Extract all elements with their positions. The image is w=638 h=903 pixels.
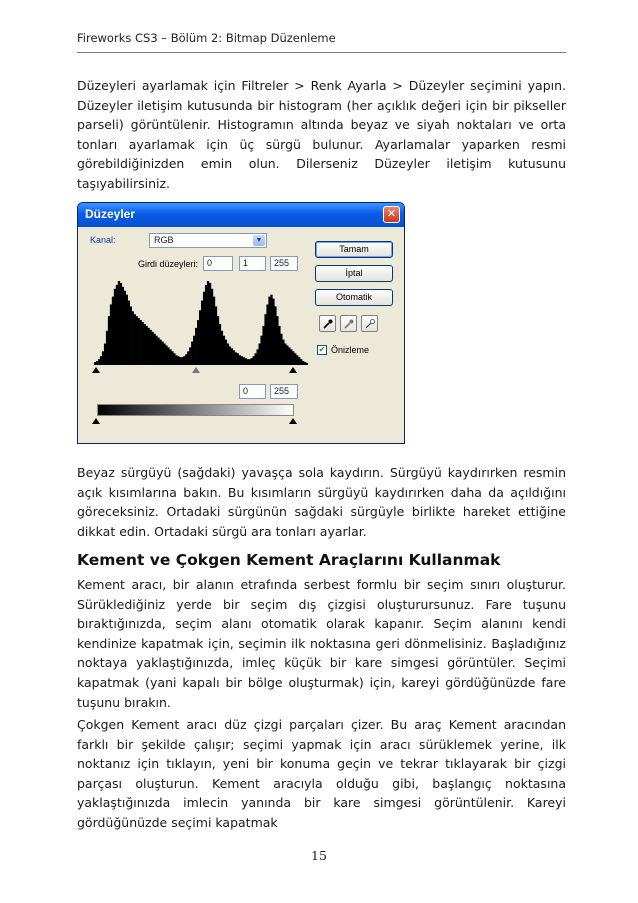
histogram-bar — [253, 356, 255, 365]
histogram-bar — [153, 334, 155, 365]
check-icon: ✔ — [318, 345, 326, 354]
histogram-bar — [286, 345, 288, 365]
histogram-bar — [203, 292, 205, 365]
histogram-bar — [243, 357, 245, 365]
chevron-down-icon[interactable]: ▼ — [253, 235, 265, 246]
histogram-bar — [104, 344, 106, 365]
histogram-bar — [189, 347, 191, 365]
histogram-bar — [207, 281, 209, 365]
paragraph-white-slider: Beyaz sürgüyü (sağdaki) yavaşça sola kaydırın. Sürgüyü kaydırırken resmin açık kısımlarına bakın. Bu kısımların sürgüyü kaydırırken daha da açıldığını göreceksiniz. Ortadaki sürgünün sağdaki sürgüyle birlikte hareket ettiğine dikkat edin. Ortadaki sürgü ara tonları ayarlar. — [77, 465, 566, 539]
input-black-slider[interactable] — [92, 367, 100, 373]
histogram-bar — [173, 353, 175, 365]
histogram-bar — [130, 306, 132, 365]
histogram-bar — [98, 359, 100, 365]
histogram-bar — [126, 295, 128, 365]
histogram-bar — [296, 355, 298, 365]
histogram-bar — [118, 281, 120, 365]
input-gray-slider[interactable] — [192, 367, 200, 373]
histogram-bar — [260, 336, 262, 365]
histogram-bar — [292, 351, 294, 365]
histogram-bar — [185, 354, 187, 365]
dialog-title: Düzeyler — [85, 207, 136, 221]
histogram-bar — [201, 301, 203, 365]
histogram-bar — [116, 285, 118, 365]
section-heading: Kement ve Çokgen Kement Araçlarını Kullanmak — [77, 551, 501, 569]
input-level-white-field[interactable]: 255 — [270, 256, 298, 271]
histogram-bar — [175, 355, 177, 365]
histogram-bar — [128, 301, 130, 365]
histogram-bar — [302, 361, 304, 365]
histogram-bar — [306, 363, 308, 365]
gray-point-eyedropper-icon — [343, 318, 355, 330]
dialog-titlebar[interactable] — [78, 203, 404, 227]
histogram-bar — [140, 320, 142, 365]
auto-button[interactable]: Otomatik — [315, 289, 393, 306]
histogram-bar — [223, 336, 225, 365]
histogram-bar — [264, 314, 266, 365]
histogram-bar — [280, 334, 282, 365]
histogram-bar — [112, 297, 114, 365]
channel-select-value: RGB — [154, 235, 174, 245]
histogram-bar — [159, 340, 161, 365]
histogram-bar — [155, 336, 157, 365]
histogram-bar — [134, 314, 136, 365]
histogram-bar — [231, 348, 233, 365]
histogram-bar — [219, 324, 221, 365]
histogram-bar — [237, 353, 239, 365]
histogram-bar — [102, 351, 104, 365]
histogram-bar — [122, 287, 124, 365]
histogram-bar — [298, 357, 300, 365]
histogram-bar — [181, 357, 183, 365]
histogram-bar — [288, 347, 290, 365]
header-divider — [77, 52, 566, 53]
histogram-bar — [177, 356, 179, 365]
histogram-bar — [144, 324, 146, 365]
histogram-bar — [294, 353, 296, 365]
histogram-bar — [161, 342, 163, 365]
histogram-bar — [290, 349, 292, 365]
histogram-bar — [209, 283, 211, 365]
histogram-bar — [211, 289, 213, 365]
histogram-bar — [120, 283, 122, 365]
output-gradient-bar — [97, 404, 294, 416]
histogram-bar — [132, 311, 134, 365]
histogram-bar — [199, 310, 201, 365]
histogram-bar — [108, 316, 110, 365]
histogram-bar — [245, 358, 247, 365]
histogram-bar — [191, 342, 193, 365]
histogram-bar — [249, 359, 251, 365]
histogram-bar — [235, 352, 237, 365]
preview-label: Önizleme — [331, 345, 370, 355]
histogram-bar — [241, 356, 243, 365]
histogram-bar — [217, 316, 219, 365]
close-button[interactable] — [383, 206, 400, 223]
ok-button[interactable]: Tamam — [315, 241, 393, 258]
histogram-bar — [136, 316, 138, 365]
histogram-bar — [262, 326, 264, 365]
histogram-bar — [247, 359, 249, 365]
histogram-bar — [284, 344, 286, 365]
histogram-bar — [100, 356, 102, 365]
histogram-bar — [163, 344, 165, 365]
histogram-bar — [110, 304, 112, 365]
histogram — [94, 277, 308, 365]
histogram-bar — [255, 353, 257, 365]
paragraph-levels-intro: Düzeyleri ayarlamak için Filtreler > Renk Ayarla > Düzeyler seçimini yapın. Düzeyler iletişim kutusunda bir histogram (her açıklık değeri için bir pikseller parseli) görüntülenir. Histogramın altında beyaz ve siyah noktaları ve orta tonları ayarlamak için üç sürgü bulunur. Ayarlamalar yaparken resmi görebildiğinizden emin olun. Dilerseniz Düzeyler iletişim kutusunu taşıyabilirsiniz. — [77, 78, 566, 191]
histogram-bar — [233, 350, 235, 365]
histogram-bar — [304, 362, 306, 365]
histogram-bar — [179, 357, 181, 365]
histogram-bar — [165, 345, 167, 365]
output-level-black-field[interactable]: 0 — [239, 384, 266, 399]
output-white-slider[interactable] — [289, 418, 297, 424]
white-eyedropper-button[interactable] — [361, 315, 378, 332]
histogram-bar — [124, 291, 126, 365]
histogram-bar — [274, 306, 276, 365]
histogram-bar — [94, 362, 96, 365]
histogram-bar — [229, 346, 231, 365]
histogram-bar — [221, 331, 223, 365]
histogram-bar — [282, 340, 284, 365]
preview-checkbox[interactable] — [317, 345, 327, 355]
histogram-bar — [215, 306, 217, 365]
input-level-gamma-field[interactable]: 1 — [239, 256, 266, 271]
histogram-bar — [96, 361, 98, 365]
histogram-bar — [169, 349, 171, 365]
histogram-bar — [183, 356, 185, 365]
channel-label: Kanal: — [90, 235, 116, 245]
histogram-bar — [258, 344, 260, 365]
histogram-bar — [272, 299, 274, 365]
histogram-bar — [148, 328, 150, 365]
histogram-bar — [213, 297, 215, 365]
histogram-bar — [106, 331, 108, 365]
paragraph-lasso-tool: Kement aracı, bir alanın etrafında serbest formlu bir seçim sınırı oluşturur. Sürüklediğiniz yerde bir seçim dış çizgisi oluşturursunuz. Fare tuşunu bıraktığınızda, seçim alanı otomatik olarak kapanır. Seçim alanını kendi kendinize kapatmak için, seçimin ilk noktasına geri dönmelisiniz. Başladığınız noktaya yaklaştığınızda, imleç küçük bir kare simgesi görüntüler. Seçimi kapatmak (yani kapalı bir bölge oluşturmak) için, kareyi gördüğünüzde fare tuşunu bırakın. — [77, 577, 566, 710]
histogram-bar — [149, 330, 151, 365]
histogram-bar — [171, 351, 173, 365]
levels-dialog — [77, 202, 405, 444]
close-icon: ✕ — [386, 208, 397, 220]
paragraph-polygon-lasso-tool: Çokgen Kement aracı düz çizgi parçaları çizer. Bu araç Kement aracından farklı bir şekilde çalışır; seçimi yapmak için aracı sürüklemek yerine, ilk noktanız için tıklayın, yeni bir konuma geçin ve tekrar tıklayarak bir çizgi parçası oluşturun. Kement aracıyla olduğu gibi, başlangıç noktasına yaklaştığınızda imlecin yanında bir kare simgesi görüntülenir. Kareyi gördüğünüzde seçimi kapatmak — [77, 717, 566, 830]
histogram-bar — [256, 349, 258, 365]
histogram-bar — [227, 344, 229, 365]
histogram-bar — [142, 322, 144, 365]
histogram-bar — [151, 332, 153, 365]
black-point-eyedropper-icon — [322, 318, 334, 330]
histogram-bar — [239, 355, 241, 365]
output-black-slider[interactable] — [92, 418, 100, 424]
histogram-bar — [197, 320, 199, 365]
histogram-bar — [268, 297, 270, 365]
histogram-bar — [146, 326, 148, 365]
cancel-button[interactable]: İptal — [315, 265, 393, 282]
channel-select[interactable] — [149, 233, 267, 248]
histogram-bar — [251, 358, 253, 365]
histogram-bar — [270, 295, 272, 365]
input-levels-label: Girdi düzeyleri: — [138, 259, 199, 269]
input-white-slider[interactable] — [289, 367, 297, 373]
histogram-bar — [193, 336, 195, 365]
histogram-bar — [157, 338, 159, 365]
histogram-bar — [266, 304, 268, 365]
histogram-bar — [195, 328, 197, 365]
histogram-bar — [114, 289, 116, 365]
gray-eyedropper-button[interactable] — [340, 315, 357, 332]
histogram-bar — [187, 351, 189, 365]
running-header: Fireworks CS3 – Bölüm 2: Bitmap Düzenleme — [77, 31, 336, 45]
histogram-bar — [300, 359, 302, 365]
input-level-black-field[interactable]: 0 — [203, 256, 233, 271]
page-number: 15 — [311, 848, 327, 863]
black-eyedropper-button[interactable] — [319, 315, 336, 332]
histogram-bar — [138, 318, 140, 365]
white-point-eyedropper-icon — [364, 318, 376, 330]
output-level-white-field[interactable]: 255 — [270, 384, 298, 399]
histogram-bar — [167, 347, 169, 365]
histogram-bar — [278, 326, 280, 365]
histogram-bar — [276, 316, 278, 365]
histogram-bar — [225, 340, 227, 365]
histogram-bar — [205, 285, 207, 365]
